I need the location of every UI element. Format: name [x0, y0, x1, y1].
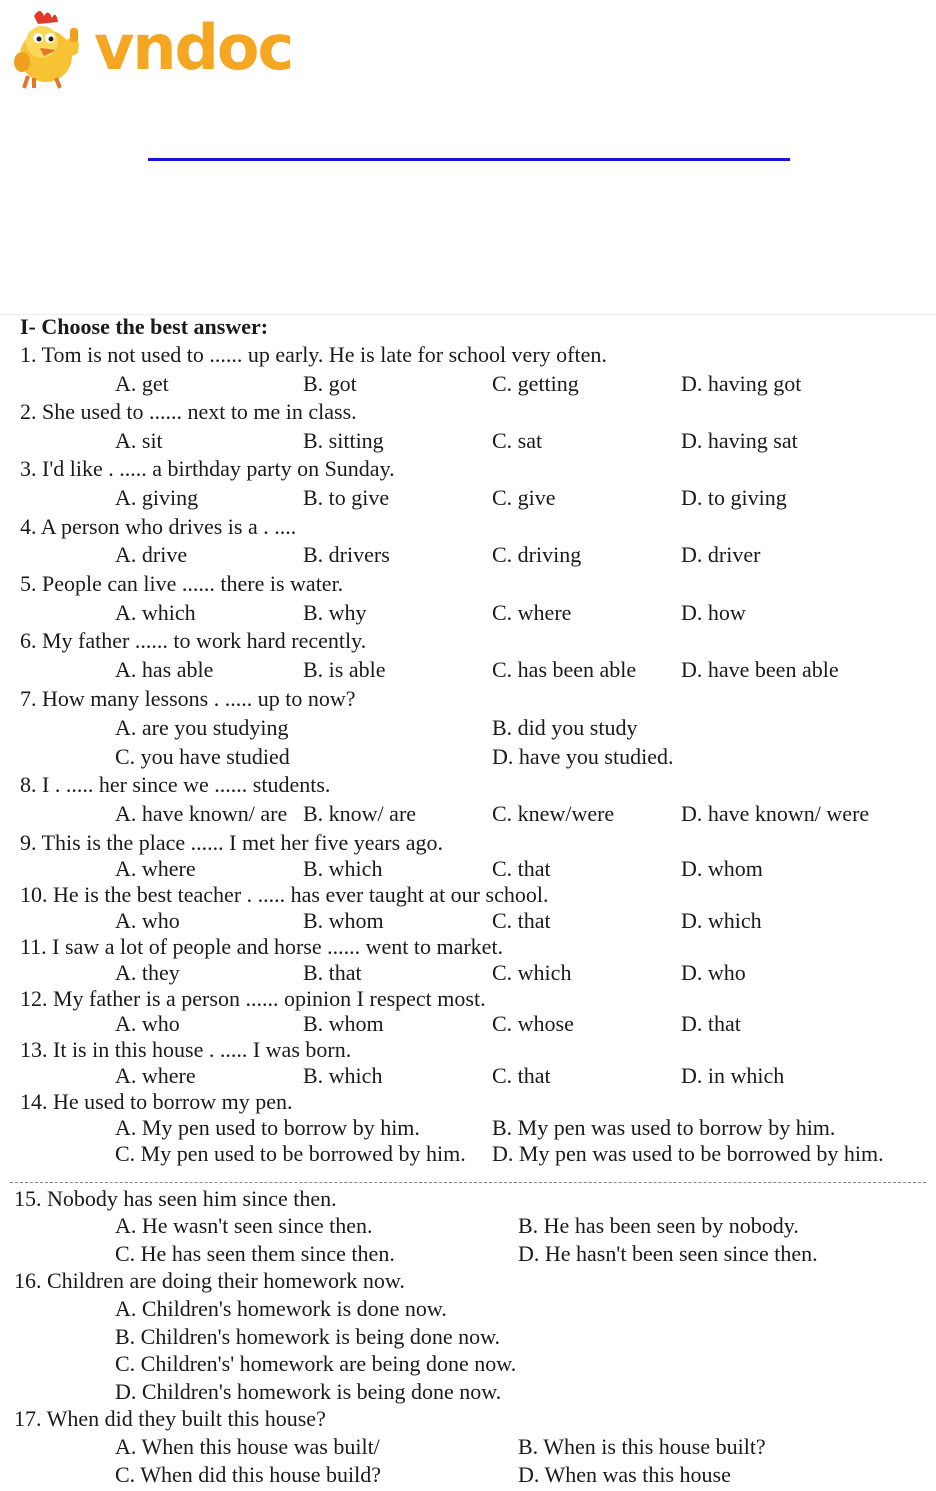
answer-option[interactable]: C. whose: [492, 1011, 574, 1036]
answer-option[interactable]: B. which: [303, 856, 383, 881]
answer-option[interactable]: A. My pen used to borrow by him.: [115, 1115, 420, 1140]
answer-option[interactable]: B. to give: [303, 485, 390, 510]
answer-option[interactable]: A. giving: [115, 485, 199, 510]
answer-option[interactable]: C. give: [492, 485, 556, 510]
answer-option[interactable]: D. that: [681, 1011, 741, 1036]
question-stem: 15. Nobody has seen him since then.: [14, 1186, 337, 1211]
answer-option[interactable]: A. where: [115, 1063, 196, 1088]
question-stem: 12. My father is a person ...... opinion I respect most.: [20, 986, 486, 1011]
question-stem: 6. My father ...... to work hard recently.: [20, 628, 367, 653]
question-stem: 4. A person who drives is a . ....: [20, 514, 297, 539]
answer-option[interactable]: B. sitting: [303, 428, 384, 453]
answer-option[interactable]: D. Children's homework is being done now.: [115, 1379, 502, 1404]
answer-option[interactable]: D. to giving: [681, 485, 787, 510]
question-stem: 1. Tom is not used to ...... up early. He is late for school very often.: [20, 342, 607, 367]
answer-option[interactable]: C. Children's' homework are being done now.: [115, 1351, 517, 1376]
question-stem: 5. People can live ...... there is water.: [20, 571, 344, 596]
vndoc-logo[interactable]: [8, 6, 338, 90]
answer-option[interactable]: D. which: [681, 908, 762, 933]
answer-option[interactable]: B. whom: [303, 908, 384, 933]
answer-option[interactable]: D. having got: [681, 371, 802, 396]
answer-option[interactable]: B. which: [303, 1063, 383, 1088]
answer-option[interactable]: D. When was this house: [518, 1462, 731, 1487]
question-stem: 11. I saw a lot of people and horse ...... went to market.: [20, 934, 504, 959]
question-stem: 2. She used to ...... next to me in class.: [20, 399, 357, 424]
answer-option[interactable]: B. When is this house built?: [518, 1434, 766, 1459]
answer-option[interactable]: A. When this house was built/: [115, 1434, 380, 1459]
answer-option[interactable]: C. knew/were: [492, 801, 615, 826]
answer-option[interactable]: C. My pen used to be borrowed by him.: [115, 1141, 466, 1166]
answer-option[interactable]: A. have known/ are: [115, 801, 288, 826]
answer-option[interactable]: C. sat: [492, 428, 543, 453]
answer-option[interactable]: C. that: [492, 856, 551, 881]
answer-option[interactable]: B. whom: [303, 1011, 384, 1036]
answer-option[interactable]: A. are you studying: [115, 715, 289, 740]
answer-option[interactable]: D. have been able: [681, 657, 839, 682]
answer-option[interactable]: D. who: [681, 960, 746, 985]
answer-option[interactable]: B. that: [303, 960, 362, 985]
answer-option[interactable]: B. know/ are: [303, 801, 417, 826]
question-stem: 13. It is in this house . ..... I was born.: [20, 1037, 352, 1062]
question-stem: 14. He used to borrow my pen.: [20, 1089, 293, 1114]
question-stem: 9. This is the place ...... I met her five years ago.: [20, 830, 443, 855]
answer-option[interactable]: C. driving: [492, 542, 582, 567]
answer-option[interactable]: A. who: [115, 1011, 180, 1036]
answer-option[interactable]: C. When did this house build?: [115, 1462, 382, 1487]
answer-option[interactable]: B. Children's homework is being done now.: [115, 1324, 501, 1349]
answer-option[interactable]: A. has able: [115, 657, 214, 682]
answer-option[interactable]: C. has been able: [492, 657, 637, 682]
answer-option[interactable]: C. getting: [492, 371, 579, 396]
answer-option[interactable]: B. is able: [303, 657, 386, 682]
answer-option[interactable]: A. which: [115, 600, 196, 625]
answer-option[interactable]: B. He has been seen by nobody.: [518, 1213, 799, 1238]
answer-option[interactable]: A. who: [115, 908, 180, 933]
answer-option[interactable]: A. where: [115, 856, 196, 881]
logo-wordmark: vndoc: [94, 11, 293, 84]
answer-option[interactable]: C. that: [492, 908, 551, 933]
answer-option[interactable]: C. which: [492, 960, 572, 985]
answer-option[interactable]: D. having sat: [681, 428, 798, 453]
question-stem: 17. When did they built this house?: [14, 1406, 326, 1431]
answer-option[interactable]: D. have known/ were: [681, 801, 870, 826]
question-stem: 7. How many lessons . ..... up to now?: [20, 686, 356, 711]
answer-option[interactable]: A. they: [115, 960, 180, 985]
answer-option[interactable]: D. whom: [681, 856, 763, 881]
answer-option[interactable]: B. did you study: [492, 715, 638, 740]
answer-option[interactable]: A. drive: [115, 542, 188, 567]
header-link-underline[interactable]: [148, 158, 790, 161]
chicken-mascot-icon: [8, 6, 88, 90]
answer-option[interactable]: B. why: [303, 600, 367, 625]
answer-option[interactable]: A. Children's homework is done now.: [115, 1296, 447, 1321]
answer-option[interactable]: A. sit: [115, 428, 163, 453]
answer-option[interactable]: C. that: [492, 1063, 551, 1088]
question-stem: 3. I'd like . ..... a birthday party on Sunday.: [20, 456, 395, 481]
answer-option[interactable]: A. get: [115, 371, 169, 396]
question-stem: 8. I . ..... her since we ...... students.: [20, 772, 331, 797]
section-heading: I- Choose the best answer:: [20, 314, 269, 339]
answer-option[interactable]: D. driver: [681, 542, 761, 567]
answer-option[interactable]: B. got: [303, 371, 357, 396]
page-separator: [10, 1182, 926, 1183]
answer-option[interactable]: D. He hasn't been seen since then.: [518, 1241, 818, 1266]
question-stem: 16. Children are doing their homework now.: [14, 1268, 405, 1293]
answer-option[interactable]: C. you have studied: [115, 744, 290, 769]
answer-option[interactable]: D. how: [681, 600, 746, 625]
question-stem: 10. He is the best teacher . ..... has ever taught at our school.: [20, 882, 549, 907]
answer-option[interactable]: D. in which: [681, 1063, 785, 1088]
answer-option[interactable]: A. He wasn't seen since then.: [115, 1213, 373, 1238]
answer-option[interactable]: C. where: [492, 600, 572, 625]
answer-option[interactable]: C. He has seen them since then.: [115, 1241, 395, 1266]
answer-option[interactable]: B. drivers: [303, 542, 390, 567]
answer-option[interactable]: D. have you studied.: [492, 744, 674, 769]
answer-option[interactable]: B. My pen was used to borrow by him.: [492, 1115, 836, 1140]
answer-option[interactable]: D. My pen was used to be borrowed by him.: [492, 1141, 884, 1166]
